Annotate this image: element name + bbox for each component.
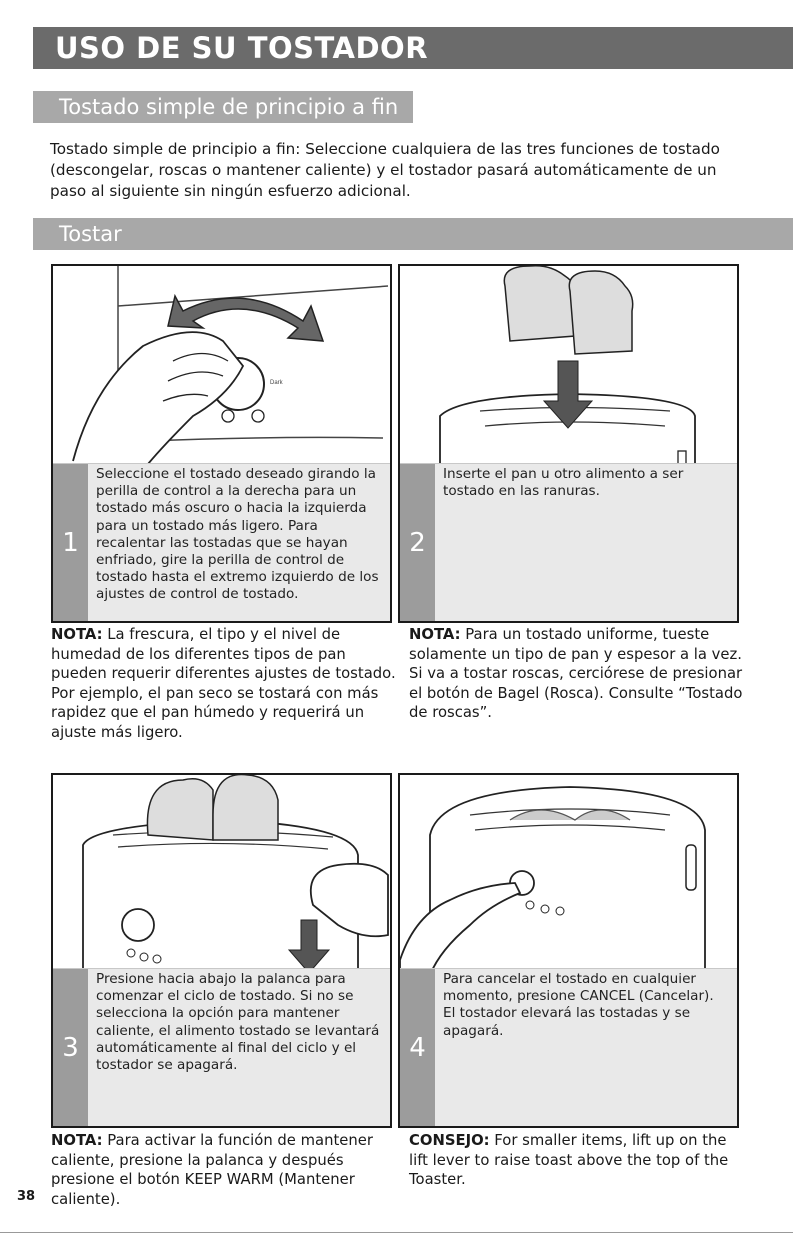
step-text: Para cancelar el tostado en cualquier momento, presione CANCEL (Cancelar). El tostador elevará las tostadas y se apagará.	[443, 971, 714, 1039]
insert-bread-illustration	[400, 266, 737, 466]
step-3-panel	[51, 773, 392, 1128]
step-2-panel	[398, 264, 739, 623]
bottom-divider	[0, 1232, 793, 1233]
tip-small-items	[409, 1131, 739, 1190]
intro-paragraph: Tostado simple de principio a fin: Seleccione cualquiera de las tres funciones de tostado (descongelar, roscas o mantener caliente) y el tostador pasará automáticamente de un paso al siguiente sin ningún esfuerzo adicional.	[50, 140, 720, 200]
note-label: NOTA:	[51, 1132, 103, 1149]
step-number: 4	[400, 969, 435, 1126]
bread-slice-icon	[213, 775, 278, 840]
step-1-caption	[53, 463, 390, 621]
dial-dark-label: Dark	[270, 380, 283, 386]
bread-slice-icon	[504, 266, 576, 341]
bread-slice-icon	[569, 271, 632, 354]
press-lever-illustration	[53, 775, 390, 975]
step-text: Inserte el pan u otro alimento a ser tostado en las ranuras.	[443, 466, 684, 500]
page-number: 38	[17, 1189, 36, 1204]
note-text: Para activar la función de mantener caliente, presione la palanca y después presione el botón KEEP WARM (Mantener caliente).	[51, 1132, 373, 1208]
section-title-simple-toasting: Tostado simple de principio a fin	[33, 91, 413, 123]
cancel-button-illustration	[400, 775, 737, 975]
step-4-caption	[400, 968, 737, 1126]
hand-icon	[73, 332, 243, 464]
step-number: 3	[53, 969, 88, 1126]
control-knob	[122, 909, 154, 941]
note-text: Para un tostado uniforme, tueste solamente un tipo de pan y espesor a la vez. Si va a tostar roscas, cerciórese de presionar el botón de Bagel (Rosca). Consulte “Tostado de roscas”.	[409, 626, 743, 721]
note-text: La frescura, el tipo y el nivel de humedad de los diferentes tipos de pan pueden requerir diferentes ajustes de tostado. Por ejemplo, el pan seco se tostará con más rapidez que el pan húmedo y requerirá un ajuste más ligero.	[51, 626, 396, 741]
tip-label: CONSEJO:	[409, 1132, 490, 1149]
note-uniform	[409, 625, 744, 723]
step-number: 2	[400, 464, 435, 621]
control-knob-illustration	[53, 266, 390, 466]
note-label: NOTA:	[409, 626, 461, 643]
page-title: USO DE SU TOSTADOR	[55, 31, 429, 65]
bread-slice-icon	[147, 779, 213, 840]
step-text: Presione hacia abajo la palanca para comenzar el ciclo de tostado. Si no se selecciona la opción para mantener caliente, el alimento tostado se levantará automáticamente al final del ciclo y el tostador se apagará.	[96, 971, 380, 1074]
step-text: Seleccione el tostado deseado girando la perilla de control a la derecha para un tostado más oscuro o hacia la izquierda para un tostado más ligero. Para recalentar las tostadas que se hayan enfriado, gire la perilla de control de tostado hasta el extremo izquierdo de los ajustes de control de tostado.	[96, 466, 379, 603]
step-4-panel	[398, 773, 739, 1128]
step-1-panel	[51, 264, 392, 623]
note-label: NOTA:	[51, 626, 103, 643]
step-3-caption	[53, 968, 390, 1126]
note-keep-warm	[51, 1131, 381, 1209]
section-title-toast: Tostar	[33, 218, 793, 250]
note-freshness	[51, 625, 396, 742]
tip-text: For smaller items, lift up on the lift lever to raise toast above the top of the Toaster.	[409, 1132, 729, 1188]
step-2-caption	[400, 463, 737, 621]
step-number: 1	[53, 464, 88, 621]
page-banner	[33, 27, 793, 69]
